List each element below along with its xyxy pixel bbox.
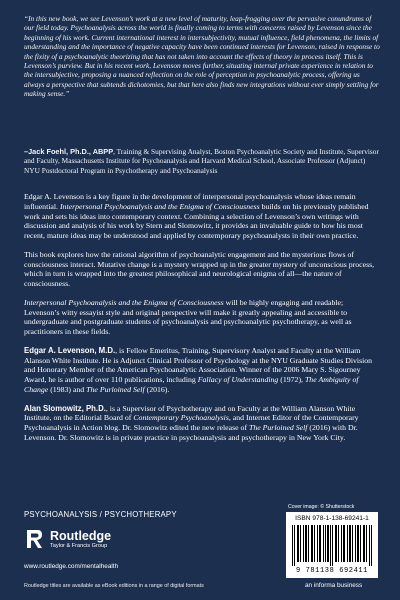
book-title-italic: The Purloined Self [249,423,308,432]
ebook-note: Routledge titles are available as eBook editions in a range of digital formats [24,583,204,589]
description-paragraph-1 [24,192,380,241]
book-title-italic: Interpersonal Psychoanalysis and the Enigma of Consciousness [24,297,224,307]
author-name: Edgar A. Levenson, M.D. [24,345,116,355]
book-title-italic: Interpersonal Psychoanalysis and the Enigma of Consciousness [59,201,260,211]
bio-text: (2016). [144,384,170,394]
book-title-italic: Fallacy of Understanding [197,375,279,384]
barcode-icon [291,525,373,566]
bio-text: , is Fellow Emeritus, Training, Supervisory Analyst and Faculty at the William Alanson White Institute. He is Adjunct Clinical Professor of Psychology at the NYU Graduate Studies Division and Honorary Member of the American Psychoanalytic Association. Winner of the 2006 Mary S. Sigourney Award, he is author of over 110 publications, including [24,345,373,384]
paragraph-text: will be highly engaging and readable; Levenson’s witty essayist style and original perspective will make it greatly appealing and accessible to undergraduate and postgraduate students of psychoanalysis and psychoanalytic psychotherapy, as well as practitioners in these fields. [24,297,352,336]
paragraph-text: builds on his previously published work and sets his ideas into contemporary context. Combining a selection of Levenson’s own writings with discussion and analysis of his work by Stern and Slomowitz, it provides an invaluable guide to how his most recent, mature ideas may be understood and applied by contemporary psychoanalysts in their own practice. [24,201,369,240]
barcode-panel [286,512,378,578]
barcode-digits: 9 781138 692411 [295,567,368,575]
informa-tagline: an informa business [305,582,363,589]
subject-category: PSYCHOANALYSIS / PSYCHOTHERAPY [24,510,177,519]
description-paragraph-2: This book explores how the rational algorithm of psychoanalytic engagement and the mysterious flows of consciousness interact. Mutative change is a mystery wrapped up in the greater mystery of unconscious process, which in turn is wrapped into the greatest philosophical and neurological enigma of all—the nature of consciousness. [24,249,375,288]
author-name: Alan Slomowitz, Ph.D. [24,403,106,413]
routledge-mark-icon [24,528,44,550]
bio-text: , and Internet Editor of the Contemporary Psychoanalysis in Action blog. Dr. Slomowitz edited the new release of [24,413,359,432]
review-attribution [24,147,380,175]
publisher-name: Routledge [50,529,112,543]
bio-text: (1972), [278,375,305,384]
reviewer-credentials: , Training & Supervising Analyst, Boston Psychoanalytic Society and Institute, Supervisor and Faculty, Massachusetts Institute for Psychoanalysis and Harvard Medical School, Associate Professor (Adjunct) NYU Postdoctoral Program in Psychotherapy and Psychoanalysis [24,147,379,175]
journal-title-italic: Contemporary Psychoanalysis [133,413,229,423]
bio-text: (1983) and [48,384,87,394]
routledge-logo [24,528,164,558]
review-quote: “In this new book, we see Levenson’s work at a new level of maturity, leap-frogging over the pervasive conundrums of our field today. Psychoanalysis across the world is finally coming to terms with concerns raised by Levenson since the beginning of his work. Current international interest in intersubjectivity, mutual influence, field phenomena, the limits of understanding and the importance of negative capacity have been continued interests for Levenson, raised in response to the fixity of a psychoanalytic theorizing that has not taken into account the effects of theory in process itself. This is Levenson’s purview. But in his recent work, Levenson moves further, situating internal private experience in relation to the intersubjective, proposing a nuanced reflection on the role of perception in psychoanalytic process, offering us always a perspective that subtends dichotomies, but that here also finds new integrations without ever simply settling for making sense.” [24,14,380,99]
publisher-website[interactable]: www.routledge.com/mentalhealth [24,563,119,570]
isbn-label: ISBN 978-1-138-69241-1 [295,515,369,522]
book-title-italic: The Purloined Self [86,384,145,394]
cover-credit: Cover image: © Shutterstock [288,504,355,510]
publisher-group: Taylor & Francis Group [50,543,108,549]
levenson-bio [24,346,380,395]
paragraph-text: Edgar A. Levenson is a key figure in the development of interpersonal psychoanalysis whose ideas remain influential. [24,192,356,211]
book-title-italic: The Ambiguity of Change [24,375,359,394]
slomowitz-bio [24,404,380,443]
reviewer-name: –Jack Foehl, Ph.D., ABPP [24,147,114,156]
bio-text: , is a Supervisor of Psychotherapy and on Faculty at the William Alanson White Institute, on the Editorial Board of [24,403,356,423]
description-paragraph-3 [24,298,380,337]
book-description [24,192,380,452]
bio-text: (2016) with Dr. Levenson. Dr. Slomowitz is in private practice in psychoanalysis and psychotherapy in New York City. [24,423,358,442]
